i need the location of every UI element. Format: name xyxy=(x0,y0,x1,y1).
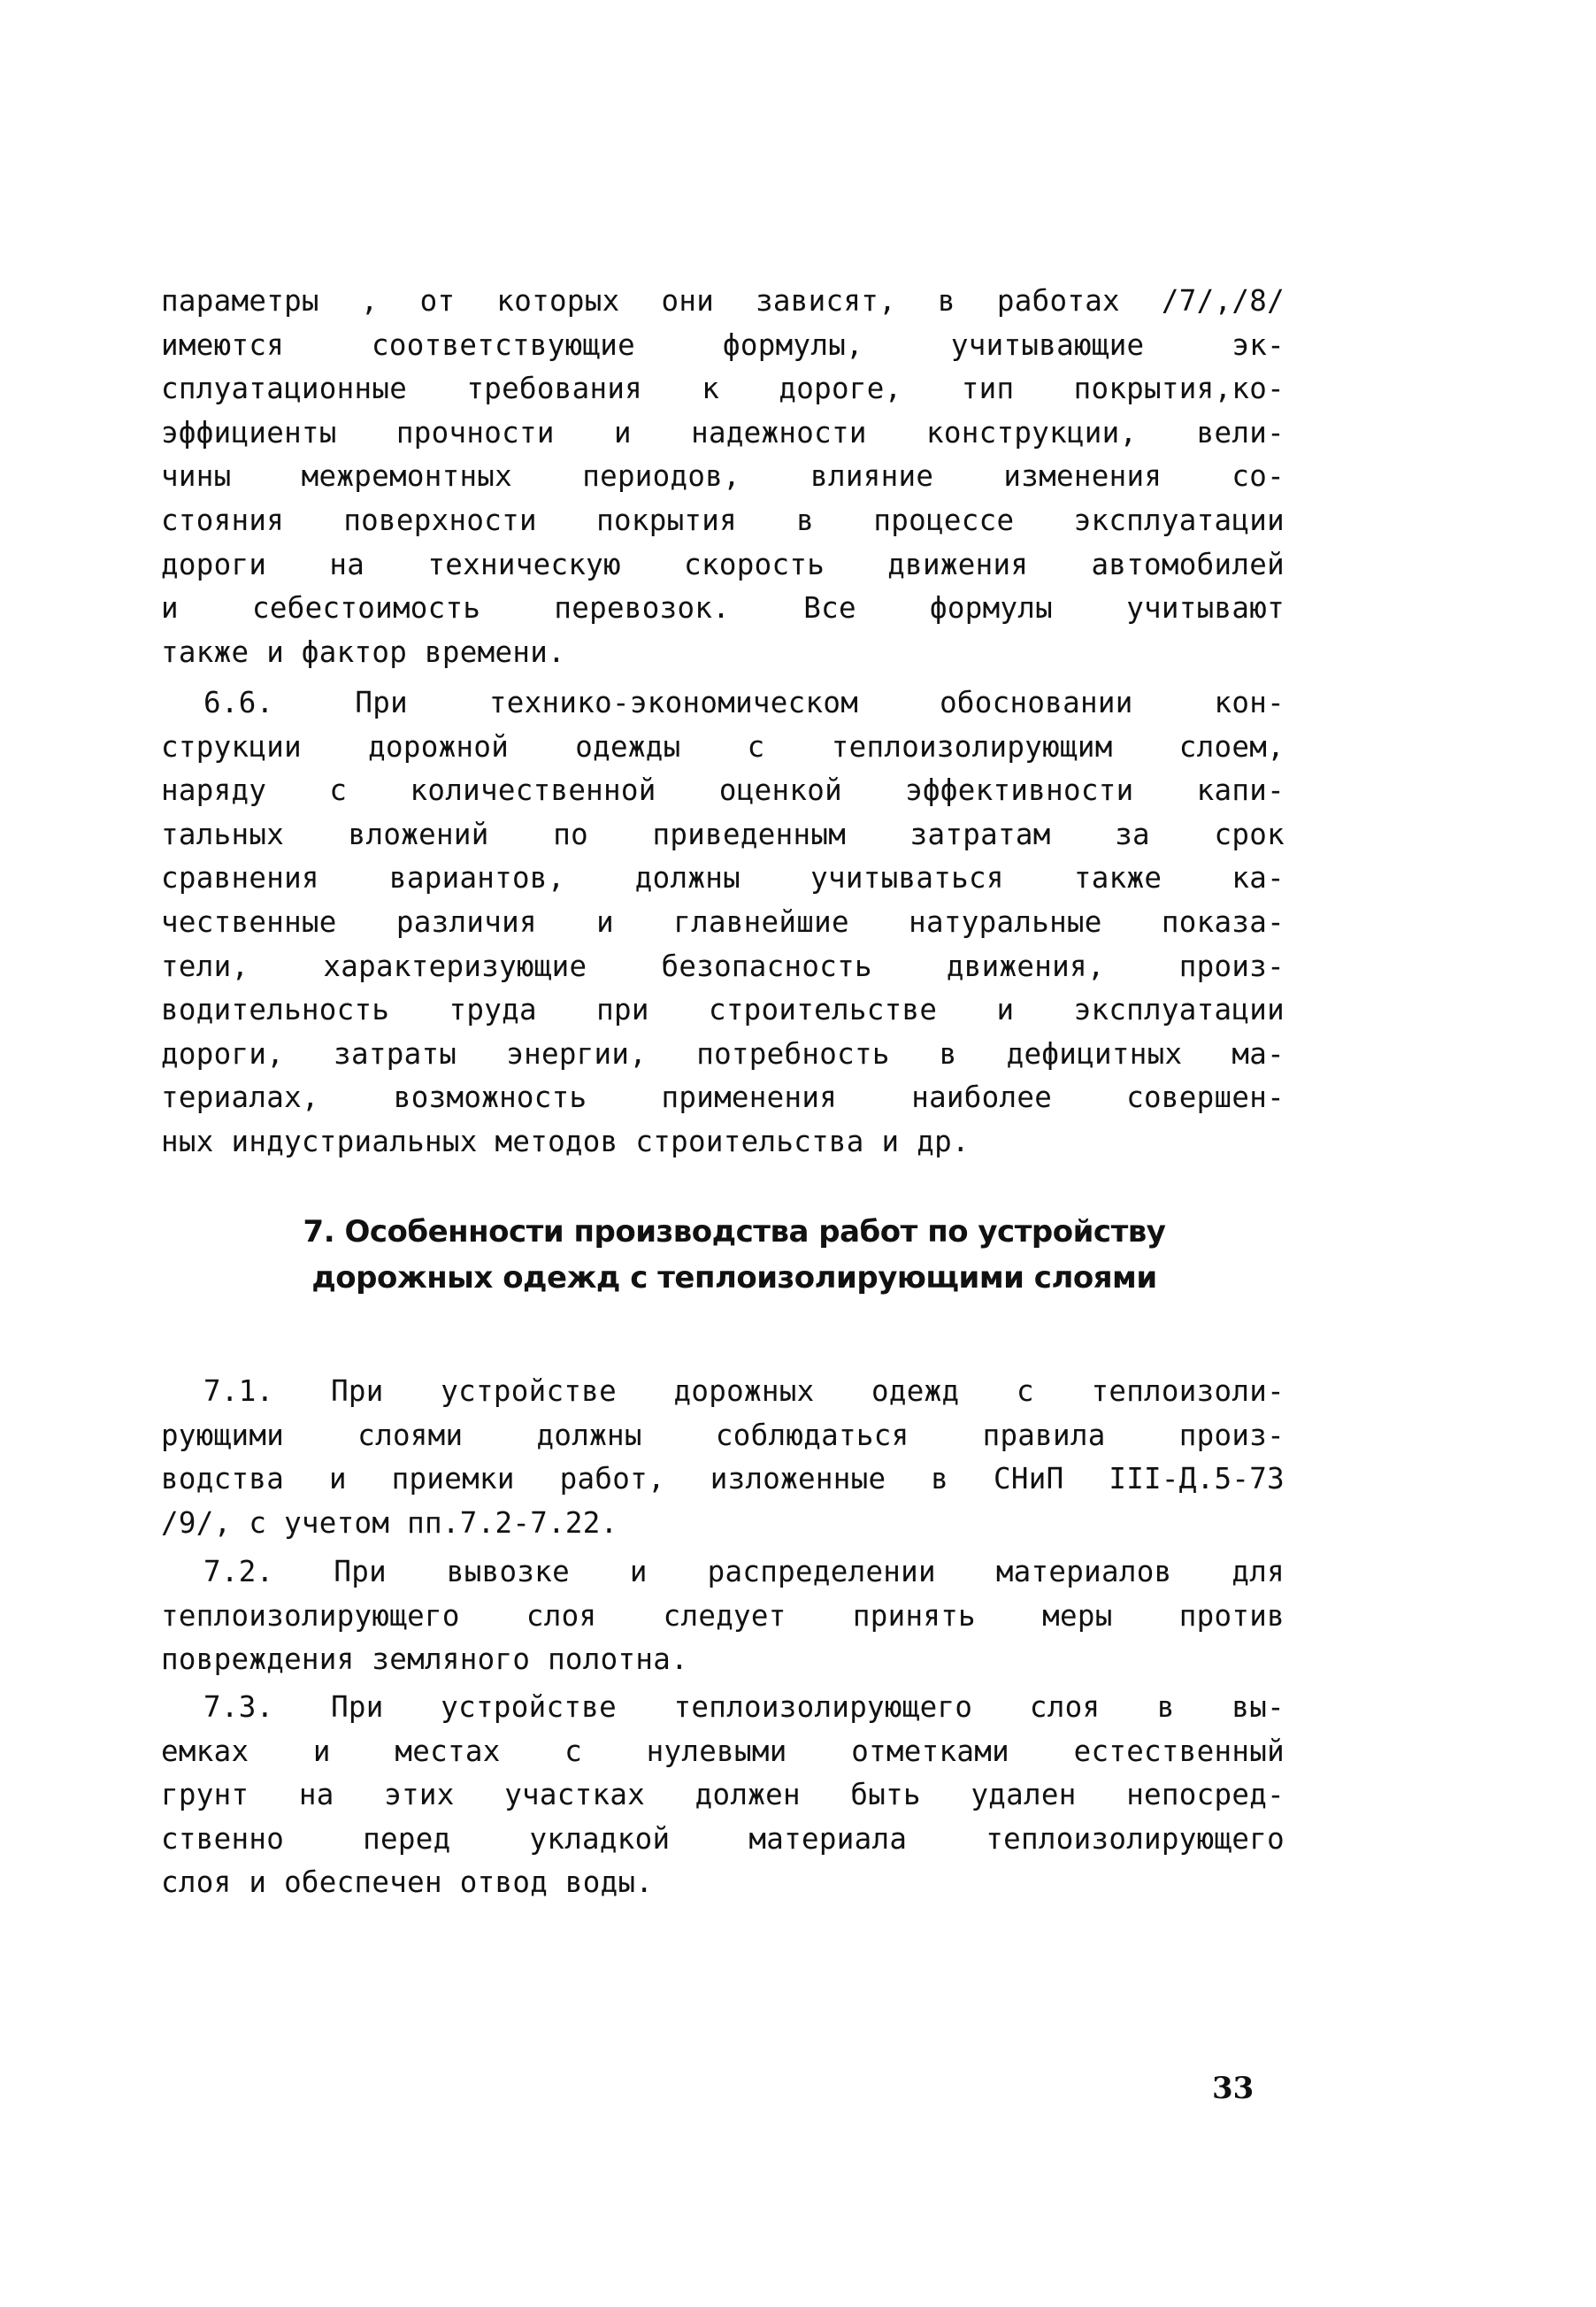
text-line: чественные различия и главнейшие натуральные показа- xyxy=(161,904,1285,939)
text-line: ственно перед укладкой материала теплоизолирующего xyxy=(161,1821,1285,1856)
section-heading xyxy=(265,1209,1203,1301)
text-line: 7.2. При вывозке и распределении материалов для xyxy=(203,1555,1285,1588)
text-line: рующими слоями должны соблюдаться правила произ- xyxy=(161,1418,1285,1452)
text-line: /9/, с учетом пп.7.2-7.22. xyxy=(161,1505,618,1540)
text-line: 7.3. При устройстве теплоизолирующего слоя в вы- xyxy=(203,1690,1285,1724)
text-line: и себестоимость перевозок. Все формулы учитывают xyxy=(161,591,1285,626)
text-line: эффициенты прочности и надежности конструкции, вели- xyxy=(161,415,1285,450)
section-heading-line: дорожных одежд с теплоизолирующими слоями xyxy=(311,1260,1157,1296)
text-line: параметры , от которых они зависят, в работах /7/,/8/ xyxy=(161,284,1285,318)
text-line: грунт на этих участках должен быть удален непосред- xyxy=(161,1778,1285,1812)
text-line: дороги, затраты энергии, потребность в дефицитных ма- xyxy=(161,1036,1285,1071)
text-line: сравнения вариантов, должны учитываться также ка- xyxy=(161,861,1285,896)
page-number: 33 xyxy=(1212,2071,1255,2106)
text-line: теплоизолирующего слоя следует принять меры против xyxy=(161,1598,1285,1633)
paragraph-7-3 xyxy=(161,1686,1285,1905)
section-heading-line: 7. Особенности производства работ по устройству xyxy=(303,1214,1166,1250)
text-line: стояния поверхности покрытия в процессе эксплуатации xyxy=(161,503,1285,537)
text-line: водства и приемки работ, изложенные в СНиП III-Д.5-73 xyxy=(161,1462,1285,1496)
text-line: тальных вложений по приведенным затратам за срок xyxy=(161,817,1285,851)
paragraph-7-1 xyxy=(161,1370,1285,1545)
text-line: повреждения земляного полотна. xyxy=(161,1642,688,1677)
text-line: также и фактор времени. xyxy=(161,634,565,669)
text-line: струкции дорожной одежды с теплоизолирующим слоем, xyxy=(161,729,1285,764)
text-line: тели, характеризующие безопасность движения, произ- xyxy=(161,949,1285,983)
text-line: ных индустриальных методов строительства и др. xyxy=(161,1124,970,1158)
text-line: териалах, возможность применения наиболее совершен- xyxy=(161,1080,1285,1115)
paragraph-continuation xyxy=(161,280,1285,674)
text-line: водительность труда при строительстве и эксплуатации xyxy=(161,993,1285,1027)
text-line: чины межремонтных периодов, влияние изменения со- xyxy=(161,459,1285,494)
text-line: наряду с количественной оценкой эффективности капи- xyxy=(161,773,1285,808)
paragraph-7-2 xyxy=(161,1550,1285,1682)
text-line: 6.6. При технико-экономическом обосновании кон- xyxy=(203,686,1285,719)
text-line: сплуатационные требования к дороге, тип покрытия,ко- xyxy=(161,372,1285,406)
text-line: дороги на техническую скорость движения автомобилей xyxy=(161,547,1285,581)
text-line: емках и местах с нулевыми отметками естественный xyxy=(161,1734,1285,1768)
paragraph-6-6 xyxy=(161,681,1285,1165)
text-line: слоя и обеспечен отвод воды. xyxy=(161,1865,654,1900)
text-line: 7.1. При устройстве дорожных одежд с теплоизоли- xyxy=(203,1374,1285,1408)
text-line: имеются соответствующие формулы, учитывающие эк- xyxy=(161,327,1285,362)
